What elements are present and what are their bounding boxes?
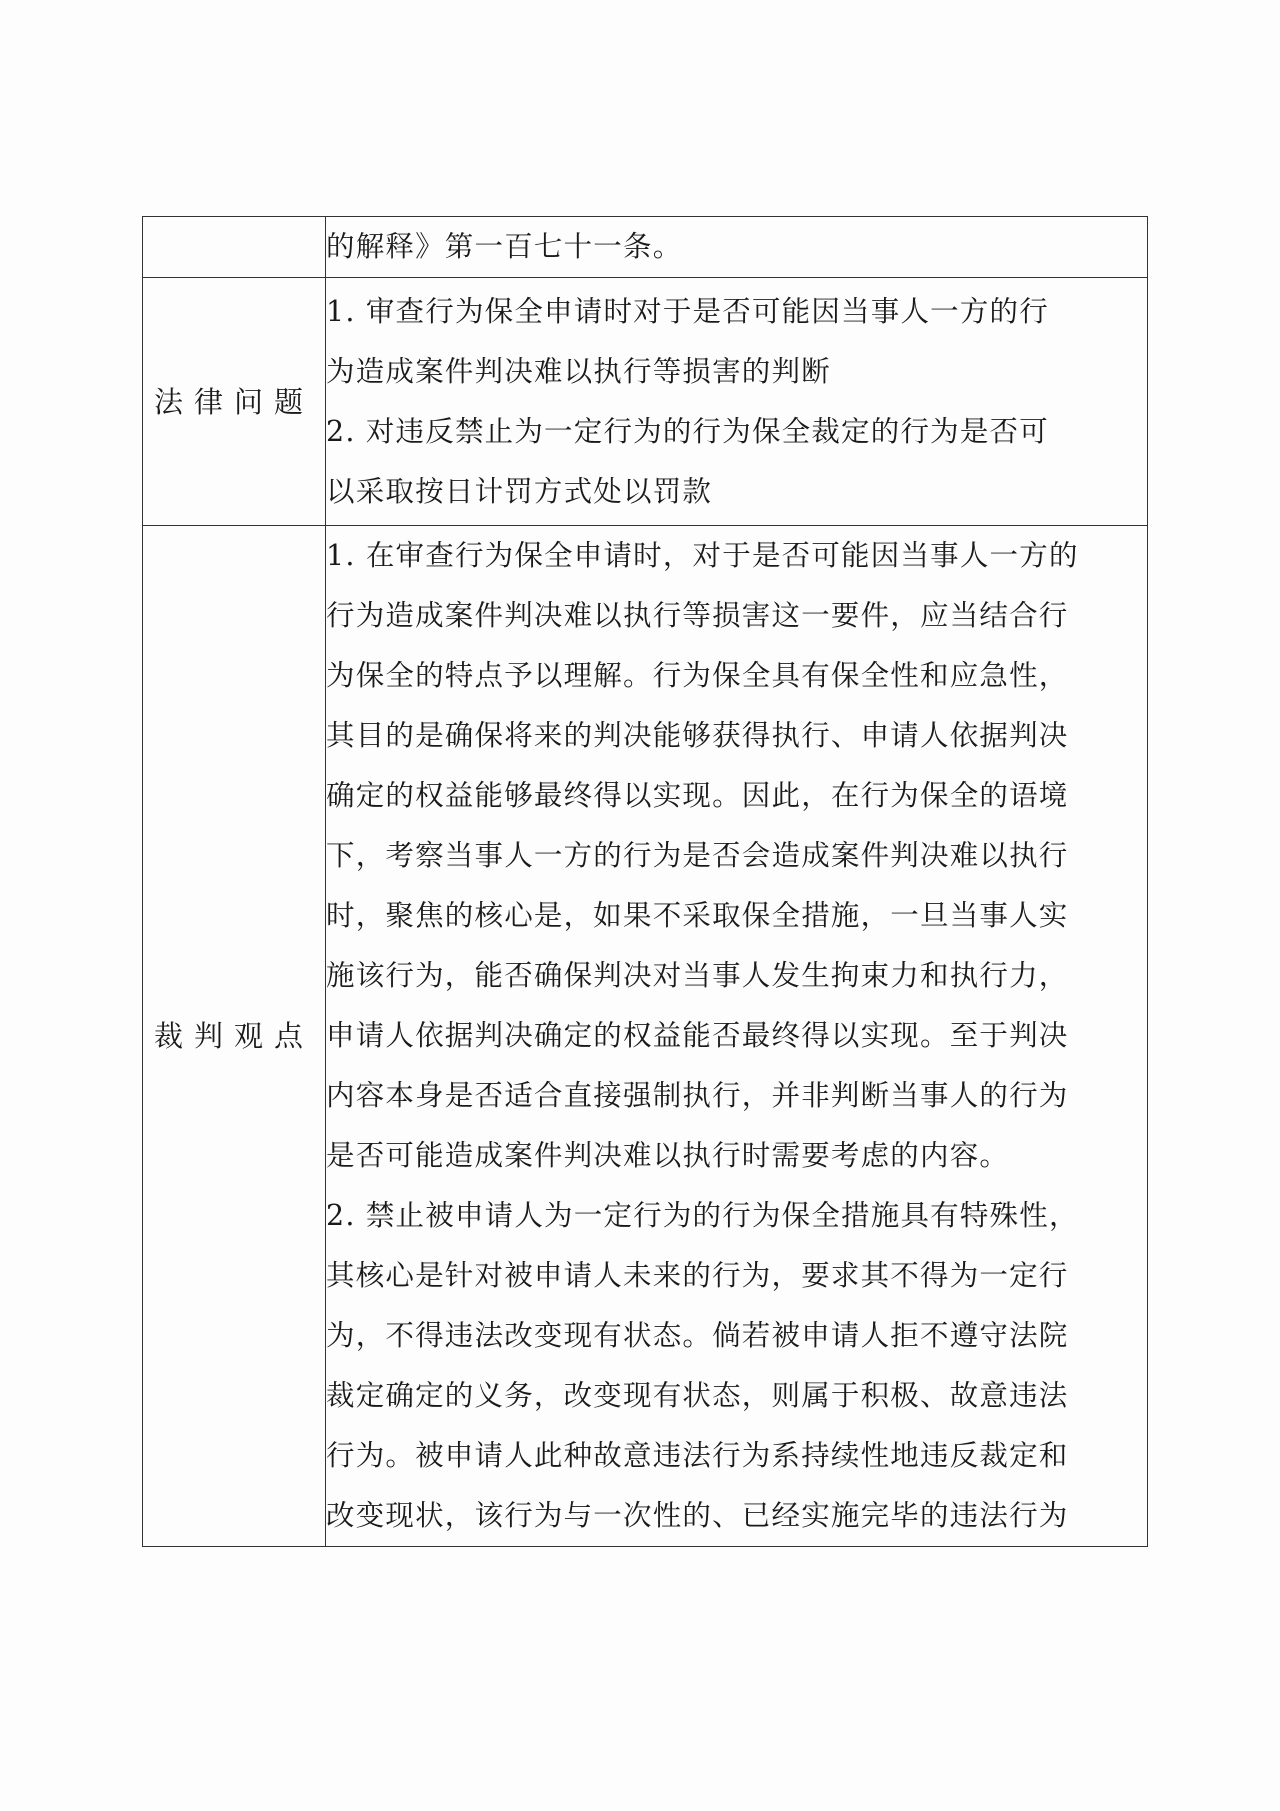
table-row: [143, 526, 1148, 1547]
row-label-ruling-opinion: 裁判观点: [143, 526, 326, 1547]
text-line: 为，不得违法改变现有状态。倘若被申请人拒不遵守法院: [326, 1319, 1069, 1352]
text-line: 2. 对违反禁止为一定行为的行为保全裁定的行为是否可: [326, 414, 1049, 448]
row-content-ruling-opinion: [326, 526, 1148, 1547]
text-line: 的解释》第一百七十一条。: [326, 230, 683, 263]
text-line: 其核心是针对被申请人未来的行为，要求其不得为一定行: [326, 1259, 1069, 1292]
row-label-cell: [143, 217, 326, 278]
case-summary-table: [142, 216, 1148, 1547]
text-line: 2. 禁止被申请人为一定行为的行为保全措施具有特殊性，: [326, 1199, 1079, 1232]
text-line: 为保全的特点予以理解。行为保全具有保全性和应急性，: [326, 659, 1069, 692]
text-line: 以采取按日计罚方式处以罚款: [326, 474, 713, 508]
row-content-legal-issue: [326, 278, 1148, 526]
text-line: 裁定确定的义务，改变现有状态，则属于积极、故意违法: [326, 1379, 1069, 1412]
text-line: 下，考察当事人一方的行为是否会造成案件判决难以执行: [326, 839, 1069, 872]
text-line: 改变现状，该行为与一次性的、已经实施完毕的违法行为: [326, 1499, 1069, 1532]
text-line: 时，聚焦的核心是，如果不采取保全措施，一旦当事人实: [326, 899, 1069, 932]
text-line: 确定的权益能够最终得以实现。因此，在行为保全的语境: [326, 779, 1069, 812]
text-line: 为造成案件判决难以执行等损害的判断: [326, 354, 831, 388]
table-row: [143, 278, 1148, 526]
text-line: 申请人依据判决确定的权益能否最终得以实现。至于判决: [326, 1019, 1069, 1052]
text-line: 施该行为，能否确保判决对当事人发生拘束力和执行力，: [326, 959, 1069, 992]
text-line: 内容本身是否适合直接强制执行，并非判断当事人的行为: [326, 1079, 1069, 1112]
text-line: 1. 在审查行为保全申请时，对于是否可能因当事人一方的: [326, 539, 1079, 572]
row-label-legal-issue: 法律问题: [143, 278, 326, 526]
row-content-cell: [326, 217, 1148, 278]
text-line: 行为。被申请人此种故意违法行为系持续性地违反裁定和: [326, 1439, 1069, 1472]
table-row: [143, 217, 1148, 278]
text-line: 其目的是确保将来的判决能够获得执行、申请人依据判决: [326, 719, 1069, 752]
text-line: 行为造成案件判决难以执行等损害这一要件，应当结合行: [326, 599, 1069, 632]
text-line: 是否可能造成案件判决难以执行时需要考虑的内容。: [326, 1139, 1010, 1172]
text-line: 1. 审查行为保全申请时对于是否可能因当事人一方的行: [326, 294, 1049, 328]
